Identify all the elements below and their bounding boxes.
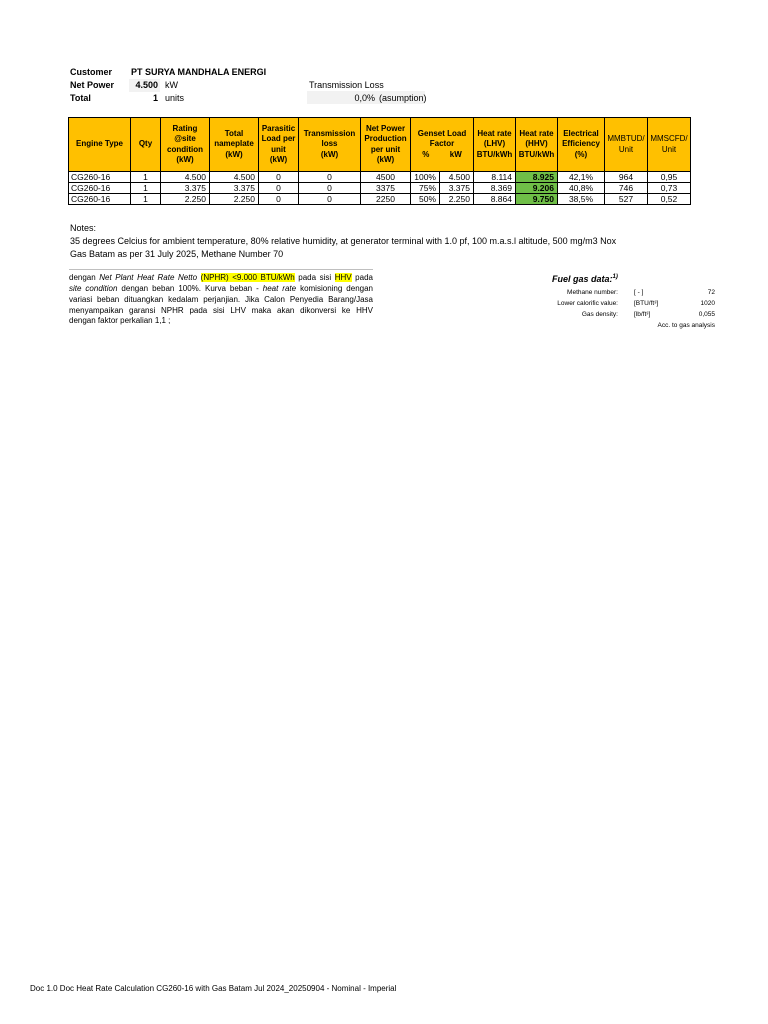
header-trans-l3: (kW) <box>320 149 339 159</box>
cell-mmbtud: 527 <box>605 194 648 205</box>
header-net-l1: Net Power <box>365 123 406 133</box>
engine-table <box>68 117 691 205</box>
header-nameplate-l2: nameplate <box>214 139 254 149</box>
p1-a: dengan <box>69 273 100 282</box>
header-parasitic-l3: unit <box>271 144 286 154</box>
header-total-nameplate <box>210 118 259 172</box>
total-unit: units <box>165 93 185 103</box>
paragraph-line-2 <box>69 283 373 294</box>
header-eff-l3: (%) <box>574 149 588 159</box>
fuel-label-density: Gas density: <box>581 311 618 318</box>
cell-rating: 4.500 <box>161 172 210 183</box>
p2-b: dengan beban 100%. Kurva beban - <box>117 284 263 293</box>
cell-heat-rate-hhv: 8.925 <box>516 172 558 183</box>
header-heat-rate-hhv <box>516 118 558 172</box>
cell-load-kw: 2.250 <box>440 194 474 205</box>
fuel-unit-lcv: [BTU/ft³] <box>634 300 659 307</box>
header-genset-load <box>411 118 474 172</box>
cell-mmscfd: 0,52 <box>648 194 691 205</box>
fuel-unit-methane: [ - ] <box>634 289 644 296</box>
header-mmbtud-l2: Unit <box>618 144 634 154</box>
cell-engine: CG260-16 <box>69 183 131 194</box>
header-heat-rate-lhv <box>474 118 516 172</box>
paragraph-rule <box>69 269 373 270</box>
transmission-loss-note: (asumption) <box>379 93 427 103</box>
header-net-l3: per unit <box>370 144 401 154</box>
net-power-label: Net Power <box>70 80 115 90</box>
cell-engine: CG260-16 <box>69 194 131 205</box>
header-qty: Qty <box>131 118 161 172</box>
header-rating-l3: condition <box>167 144 203 154</box>
page-footer: Doc 1.0 Doc Heat Rate Calculation CG260-16 with Gas Batam Jul 2024_20250904 - Nominal - Imperial <box>30 984 397 993</box>
cell-net-power: 3375 <box>361 183 411 194</box>
cell-load-kw: 3.375 <box>440 183 474 194</box>
customer-label: Customer <box>70 67 113 77</box>
header-lhv-l1: Heat rate <box>477 128 512 138</box>
cell-qty: 1 <box>131 194 161 205</box>
cell-parasitic: 0 <box>259 194 299 205</box>
net-power-unit: kW <box>165 80 178 90</box>
fuel-label-lcv: Lower calorific value: <box>557 300 618 307</box>
header-lhv-l3: BTU/kWh <box>476 149 513 159</box>
header-hhv-l2: (HHV) <box>525 139 548 149</box>
cell-heat-rate-lhv: 8.369 <box>474 183 516 194</box>
cell-transmission: 0 <box>299 172 361 183</box>
header-rating <box>161 118 210 172</box>
total-value: 1 <box>152 93 158 103</box>
cell-efficiency: 38,5% <box>558 194 605 205</box>
total-label: Total <box>70 93 91 103</box>
header-genset-l1: Genset Load <box>417 128 467 138</box>
header-mmscfd-l2: Unit <box>661 144 677 154</box>
p1-e: HHV <box>334 273 352 282</box>
cell-nameplate: 4.500 <box>210 172 259 183</box>
p2-a: site condition <box>69 284 118 293</box>
cell-net-power: 2250 <box>361 194 411 205</box>
cell-mmbtud: 964 <box>605 172 648 183</box>
paragraph-line-1 <box>69 272 373 283</box>
header-mmbtud <box>605 118 648 172</box>
header-net-l2: Production <box>364 134 407 143</box>
header-parasitic-l2: Load per <box>261 134 296 143</box>
cell-transmission: 0 <box>299 183 361 194</box>
cell-load-pct: 100% <box>411 172 440 183</box>
p2-d: komisioning dengan <box>296 284 373 293</box>
header-parasitic-l1: Parasitic <box>261 123 296 133</box>
header-rating-l2: @site <box>174 134 196 143</box>
cell-load-pct: 75% <box>411 183 440 194</box>
header-parasitic <box>259 118 299 172</box>
cell-heat-rate-lhv: 8.114 <box>474 172 516 183</box>
fuel-footnote: Acc. to gas analysis <box>657 322 715 329</box>
cell-parasitic: 0 <box>259 172 299 183</box>
cell-qty: 1 <box>131 183 161 194</box>
header-net-l4: (kW) <box>376 155 395 164</box>
fuel-value-lcv: 1020 <box>700 300 715 307</box>
cell-rating: 3.375 <box>161 183 210 194</box>
paragraph-line-5: dengan faktor perkalian 1,1 ; <box>69 316 171 325</box>
header-transmission-loss <box>299 118 361 172</box>
cell-transmission: 0 <box>299 194 361 205</box>
header-nameplate-l1: Total <box>224 128 244 138</box>
cell-parasitic: 0 <box>259 183 299 194</box>
table-row <box>69 172 691 183</box>
cell-heat-rate-hhv: 9.206 <box>516 183 558 194</box>
header-rating-l1: Rating <box>172 123 198 133</box>
header-hhv-l1: Heat rate <box>519 128 554 138</box>
cell-qty: 1 <box>131 172 161 183</box>
header-nameplate-l3: (kW) <box>225 149 243 159</box>
p1-c: (NPHR) <9.000 BTU/kWh <box>200 273 295 282</box>
customer-value: PT SURYA MANDHALA ENERGI <box>131 67 267 77</box>
header-mmbtud-l1: MMBTUD/ <box>607 134 645 143</box>
header-parasitic-l4: (kW) <box>269 155 288 164</box>
paragraph-line-4: menyampaikan garansi NPHR pada sisi LHV maka akan dikonversi ke HHV <box>69 306 373 315</box>
table-row <box>69 183 691 194</box>
cell-engine: CG260-16 <box>69 172 131 183</box>
cell-efficiency: 40,8% <box>558 183 605 194</box>
header-mmscfd <box>648 118 691 172</box>
notes-line-1: 35 degrees Celcius for ambient temperature, 80% relative humidity, at generator terminal with 1.0 pf, 100 m.a.s.l altitude, 500 mg/m3 Nox <box>70 236 617 246</box>
transmission-loss-value: 0,0% <box>354 93 375 103</box>
p1-b: Net Plant Heat Rate Netto <box>99 273 198 282</box>
cell-net-power: 4500 <box>361 172 411 183</box>
header-eff-l1: Electrical <box>563 128 599 138</box>
cell-heat-rate-hhv: 9.750 <box>516 194 558 205</box>
cell-load-pct: 50% <box>411 194 440 205</box>
fuel-gas-title-text: Fuel gas data: <box>552 274 613 284</box>
fuel-gas-title <box>552 274 618 284</box>
notes-title: Notes: <box>70 223 97 233</box>
cell-nameplate: 3.375 <box>210 183 259 194</box>
cell-rating: 2.250 <box>161 194 210 205</box>
p1-d: pada sisi <box>294 273 335 282</box>
header-genset-kw: kW <box>449 149 462 159</box>
table-row <box>69 194 691 205</box>
cell-heat-rate-lhv: 8.864 <box>474 194 516 205</box>
header-mmscfd-l1: MMSCFD/ <box>650 134 688 143</box>
cell-nameplate: 2.250 <box>210 194 259 205</box>
header-hhv-l3: BTU/kWh <box>518 149 555 159</box>
header-eff-l2: Efficiency <box>562 139 600 149</box>
cell-mmbtud: 746 <box>605 183 648 194</box>
cell-efficiency: 42,1% <box>558 172 605 183</box>
header-net-power <box>361 118 411 172</box>
cell-mmscfd: 0,95 <box>648 172 691 183</box>
header-electrical-efficiency <box>558 118 605 172</box>
cell-load-kw: 4.500 <box>440 172 474 183</box>
header-trans-l2: loss <box>321 139 338 149</box>
fuel-unit-density: [lb/ft³] <box>634 311 651 318</box>
cell-mmscfd: 0,73 <box>648 183 691 194</box>
p2-c: heat rate <box>262 284 297 293</box>
fuel-gas-superscript: 1) <box>612 274 618 280</box>
header-engine-type: Engine Type <box>69 118 131 172</box>
header-lhv-l2: (LHV) <box>483 139 506 149</box>
header-rating-l4: (kW) <box>176 155 194 164</box>
header-genset-pct: % <box>422 149 430 159</box>
fuel-label-methane: Methane number: <box>567 289 618 296</box>
header-genset-l2: Factor <box>429 139 455 149</box>
paragraph-line-3: variasi beban dituangkan kedalam perjanjian. Jika Calon Penyedia Barang/Jasa <box>69 295 373 304</box>
notes-line-2: Gas Batam as per 31 July 2025, Methane Number 70 <box>70 249 284 259</box>
transmission-loss-label: Transmission Loss <box>309 80 384 90</box>
fuel-value-methane: 72 <box>707 289 715 296</box>
p1-f: pada <box>351 273 373 282</box>
fuel-value-density: 0,055 <box>698 311 715 318</box>
net-power-value: 4.500 <box>135 80 158 90</box>
header-trans-l1: Transmission <box>303 128 356 138</box>
